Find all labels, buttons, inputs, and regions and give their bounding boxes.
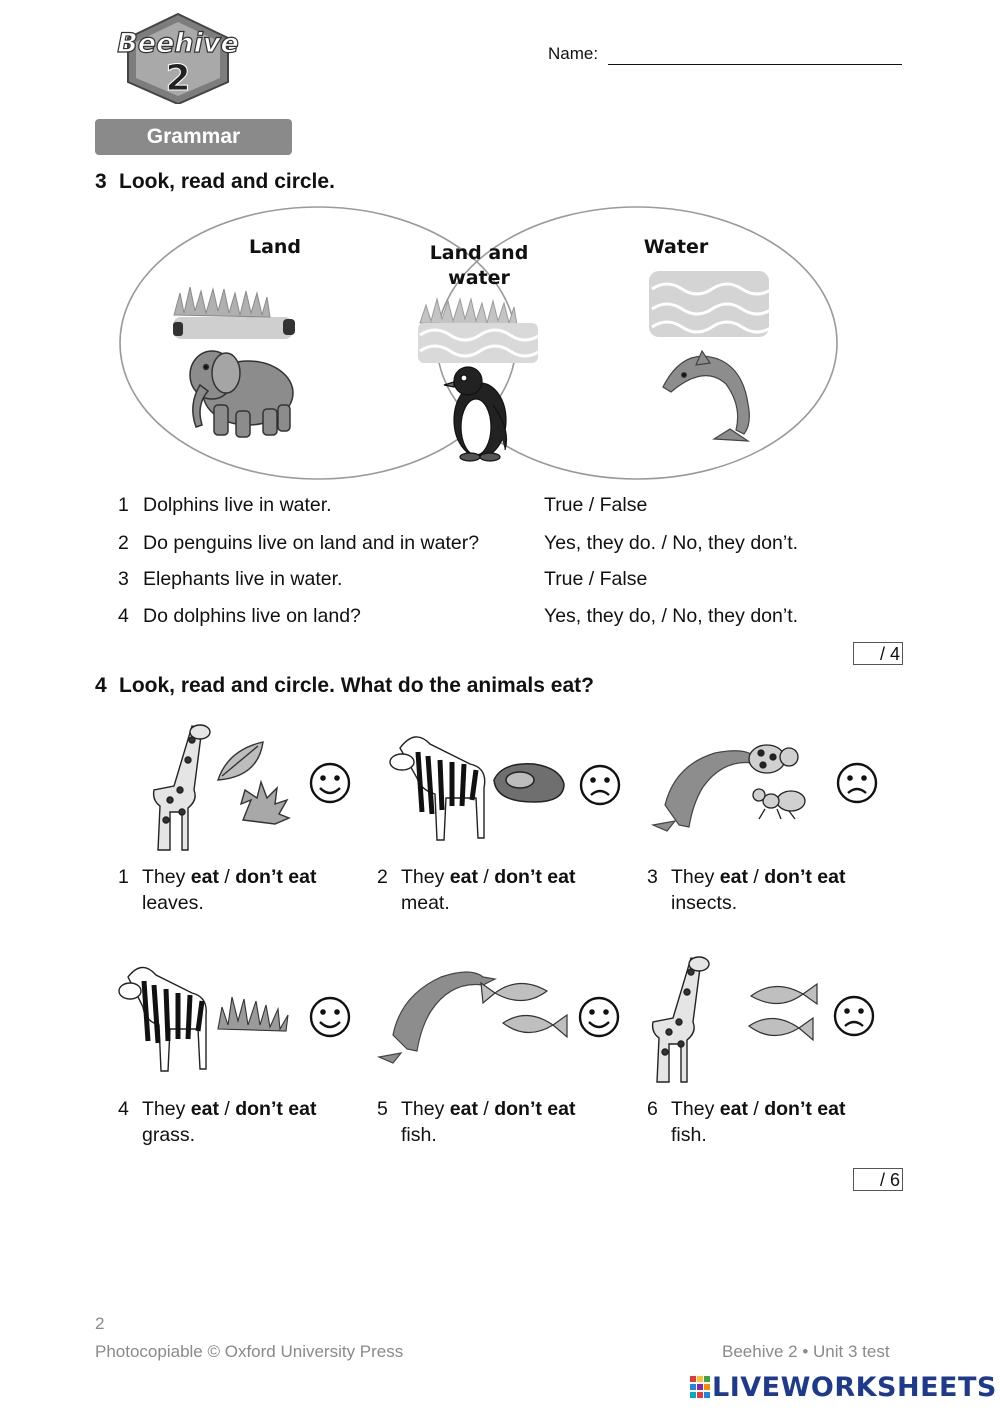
zebra-icon: [390, 737, 485, 840]
choice-eat[interactable]: eat: [449, 866, 478, 888]
section-title: Grammar: [95, 119, 292, 155]
exercise-title: Look, read and circle.: [119, 170, 335, 193]
dolphin-icon: [653, 751, 765, 831]
grass-icon: [218, 997, 288, 1031]
liveworksheets-logo-icon: [690, 1376, 710, 1398]
dolphin-insects-picture: [645, 735, 895, 845]
choice-eat[interactable]: eat: [449, 1098, 478, 1120]
leaves-icon: [218, 742, 289, 824]
sad-face-icon: [838, 764, 876, 802]
giraffe-leaves-picture: [118, 710, 368, 855]
grass-and-water-picture: [418, 299, 540, 363]
giraffe-fish-picture: [645, 940, 895, 1085]
answer-choice-4[interactable]: Yes, they do, / No, they don’t.: [544, 605, 799, 627]
zebra-meat-picture: [380, 718, 630, 848]
answer-choice-2[interactable]: Yes, they do. / No, they don’t.: [544, 532, 799, 554]
giraffe-icon: [653, 957, 709, 1082]
water-picture: [649, 271, 772, 337]
dolphin-icon: [379, 972, 495, 1063]
score-box-3: / 4: [853, 642, 903, 665]
page-number: 2: [95, 1314, 105, 1333]
elephant-picture: [190, 351, 293, 437]
venn-label-middle-2: water: [448, 267, 510, 289]
question-3: 3 Elephants live in water.: [118, 568, 343, 590]
sentence-4: 4 They eat / don’t eat grass.: [118, 1098, 317, 1146]
choice-dont-eat[interactable]: don’t eat: [494, 866, 576, 888]
choice-eat[interactable]: eat: [190, 1098, 219, 1120]
svg-text:2: 2: [165, 58, 191, 99]
exercise-number: 3: [95, 170, 107, 193]
answer-choice-3[interactable]: True / False: [544, 568, 648, 590]
fish-icon: [481, 983, 567, 1037]
beehive-logo: [112, 12, 244, 104]
exercise-number: 4: [95, 674, 107, 697]
exercise-4-heading: [95, 674, 594, 698]
svg-text:Beehive: Beehive: [117, 28, 239, 59]
score-box-4: / 6: [853, 1168, 903, 1191]
dolphin-fish-picture: [375, 965, 630, 1065]
name-input-line[interactable]: [608, 64, 902, 65]
zebra-icon: [119, 967, 206, 1071]
happy-face-icon: [580, 998, 618, 1036]
dolphin-picture: [663, 351, 749, 441]
sentence-6: 6 They eat / don’t eat fish.: [647, 1098, 846, 1146]
choice-eat[interactable]: eat: [190, 866, 219, 888]
sad-face-icon: [581, 766, 619, 804]
sentence-5: 5 They eat / don’t eat fish.: [377, 1098, 576, 1146]
fish-icon: [749, 984, 817, 1040]
grass-land-picture: [173, 287, 295, 339]
answer-choice-1[interactable]: True / False: [544, 494, 648, 516]
choice-dont-eat[interactable]: don’t eat: [494, 1098, 576, 1120]
zebra-grass-picture: [118, 955, 368, 1075]
venn-diagram: [118, 205, 840, 485]
sentence-3: 3 They eat / don’t eat insects.: [647, 866, 846, 914]
watermark-text: LIVEWORKSHEETS: [712, 1372, 997, 1403]
happy-face-icon: [311, 764, 349, 802]
sad-face-icon: [835, 997, 873, 1035]
insects-icon: [749, 745, 805, 819]
giraffe-icon: [154, 725, 210, 850]
liveworksheets-watermark: [690, 1372, 997, 1403]
copyright-text: Photocopiable © Oxford University Press: [95, 1342, 404, 1361]
choice-eat[interactable]: eat: [719, 1098, 748, 1120]
venn-label-water: Water: [643, 236, 709, 258]
venn-label-land: Land: [248, 236, 302, 258]
meat-icon: [494, 764, 564, 802]
question-4: 4 Do dolphins live on land?: [118, 605, 361, 627]
penguin-picture: [444, 367, 507, 461]
exercise-3-heading: [95, 170, 335, 194]
choice-dont-eat[interactable]: don’t eat: [235, 866, 317, 888]
happy-face-icon: [311, 998, 349, 1036]
question-2: 2 Do penguins live on land and in water?: [118, 532, 480, 554]
choice-dont-eat[interactable]: don’t eat: [764, 1098, 846, 1120]
sentence-1: 1 They eat / don’t eat leaves.: [118, 866, 317, 914]
choice-eat[interactable]: eat: [719, 866, 748, 888]
choice-dont-eat[interactable]: don’t eat: [235, 1098, 317, 1120]
name-label: Name:: [548, 44, 599, 63]
venn-label-middle-1: Land and: [429, 242, 529, 264]
exercise-title: Look, read and circle. What do the animals eat?: [119, 674, 594, 697]
question-1: 1 Dolphins live in water.: [118, 494, 332, 516]
sentence-2: 2 They eat / don’t eat meat.: [377, 866, 576, 914]
test-name: Beehive 2 • Unit 3 test: [722, 1342, 890, 1361]
choice-dont-eat[interactable]: don’t eat: [764, 866, 846, 888]
